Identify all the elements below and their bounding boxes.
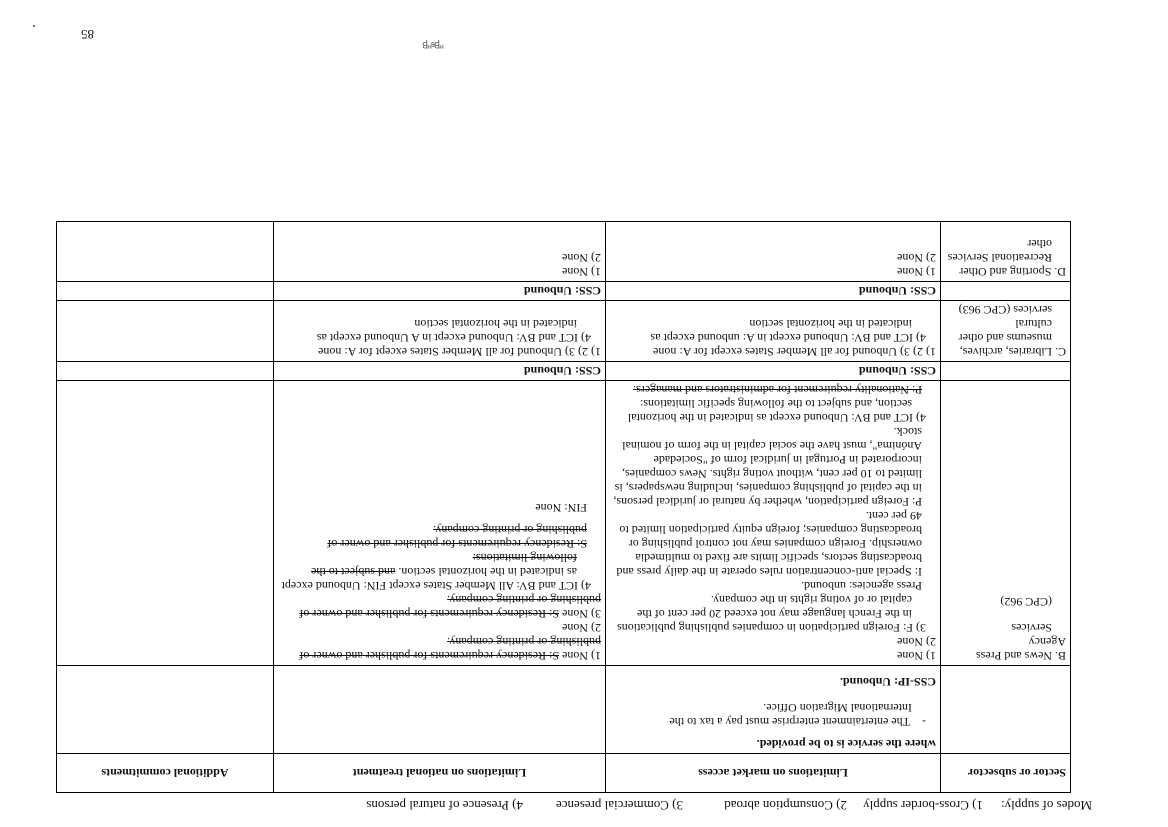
mode-1: 1) Cross-border supply bbox=[863, 798, 983, 813]
lib-css-row bbox=[57, 282, 1071, 301]
news-n3-strike: S: Residency requirements for publisher and owner of publishing or printing company. bbox=[299, 593, 601, 621]
mode-4: 4) Presence of natural persons bbox=[366, 798, 523, 813]
news-market bbox=[606, 381, 941, 666]
page-number: 85 bbox=[81, 27, 94, 42]
news-m3-press: Press agencies: unbound. bbox=[801, 579, 922, 593]
sport-n2: 2) None bbox=[562, 251, 601, 265]
mode-2: 2) Consumption abroad bbox=[724, 798, 847, 813]
sport-m2: 2) None bbox=[897, 251, 936, 265]
news-css-market: CSS: Unbound bbox=[606, 362, 941, 381]
news-row bbox=[57, 381, 1071, 666]
lib-sector bbox=[941, 301, 1071, 362]
lib-sector-l3: services (CPC 963) bbox=[958, 303, 1052, 317]
cont-national bbox=[274, 666, 606, 754]
cont-market bbox=[606, 666, 941, 754]
news-national bbox=[274, 381, 606, 666]
sport-n1: 1) None bbox=[562, 265, 601, 279]
lib-market bbox=[606, 301, 941, 362]
header-market: Limitations on market access bbox=[606, 754, 941, 793]
cont-market-cssip: CSS-IP: Unbound. bbox=[839, 675, 936, 689]
news-css-sector bbox=[941, 362, 1071, 381]
news-sector-l3: (CPC 962) bbox=[1000, 595, 1052, 609]
lib-css-sector bbox=[941, 282, 1071, 301]
news-additional bbox=[57, 381, 274, 666]
lib-additional bbox=[57, 301, 274, 362]
news-n4-finland: FIN: None bbox=[535, 501, 587, 515]
news-m3-portugal: P: Foreign participation, whether by natural or juridical persons, in the capital of publishing companies, including newspapers, is limited to 10 per cent, without voting rights. News companies, incorporated in Portugal in juridical form of "Sociedade Anónima", must have the social capital in the form of nominal stock. bbox=[613, 425, 922, 509]
header-sector: Sector or subsector bbox=[941, 754, 1071, 793]
news-m3-italy: I: Special anti-concentration rules operate in the daily press and broadcasting sectors, specific limits are fixed to multimedia ownership. Foreign companies may not control publishing or broadcasting companies; foreign equity participation limited to 49 per cent. bbox=[616, 509, 922, 579]
news-n4-strike: and subject to the following limitations: bbox=[311, 551, 577, 579]
header-national: Limitations on national treatment bbox=[274, 754, 606, 793]
libraries-row bbox=[57, 301, 1071, 362]
sport-sector-l2: Recreational Services other bbox=[947, 237, 1052, 265]
mode-3: 3) Commercial presence bbox=[555, 798, 683, 813]
sporting-row bbox=[57, 222, 1071, 282]
news-n1-text: 1) None bbox=[559, 649, 601, 663]
news-css-national: CSS: Unbound bbox=[274, 362, 606, 381]
news-sector bbox=[941, 381, 1071, 666]
news-m4: 4) ICT and BV: Unbound except as indicated in the horizontal section, and subject to the following specific limitations: bbox=[627, 397, 926, 425]
news-n3-text: 3) None bbox=[559, 607, 601, 621]
continuation-row bbox=[57, 666, 1071, 754]
cont-additional bbox=[57, 666, 274, 754]
lib-css-market: CSS: Unbound bbox=[606, 282, 941, 301]
sport-sector-l1: D. Sporting and Other bbox=[959, 265, 1066, 279]
news-css-row bbox=[57, 362, 1071, 381]
header-row bbox=[57, 754, 1071, 793]
lib-sector-l1: C. Libraries, archives, bbox=[959, 345, 1066, 359]
schedule-table bbox=[56, 221, 1071, 793]
modes-label: Modes of supply: bbox=[1001, 798, 1092, 813]
cont-market-bold: where the service is to be provided. bbox=[756, 737, 936, 751]
news-m4-portugal: P: Nationality requirement for administrators and managers. bbox=[633, 383, 922, 397]
sport-sector bbox=[941, 222, 1071, 282]
news-n4-sweden: S: Residency requirements for publisher and owner of publishing or printing company. bbox=[327, 523, 587, 551]
news-n1-strike: S: Residency requirements for publisher and owner of publishing or printing company. bbox=[299, 635, 601, 663]
lib-m123: 1) 2) 3) Unbound for all Member States except for A: none bbox=[653, 345, 936, 359]
news-sector-l2: Services bbox=[1011, 621, 1052, 635]
cont-sector bbox=[941, 666, 1071, 754]
news-n1 bbox=[278, 635, 601, 663]
sport-market bbox=[606, 222, 941, 282]
handwritten-mark: ꟸꞴꞩꟸꞴ bbox=[423, 40, 444, 50]
news-m1: 1) None bbox=[897, 649, 936, 663]
news-m3-france: 3) F: Foreign participation in companies publishing publications in the French language may not exceed 20 per cent of the capital or of voting rights in the company. bbox=[617, 593, 926, 635]
lib-n4: 4) ICT and BV: Unbound except in A Unbound except as indicated in the horizontal section bbox=[316, 317, 591, 345]
news-css-additional bbox=[57, 362, 274, 381]
news-m2: 2) None bbox=[897, 635, 936, 649]
news-n4-text: 4) ICT and BV: All Member States except FIN: Unbound except as indicated in the horizontal section. bbox=[281, 565, 591, 593]
cont-market-bullet: - The entertainment enterprise must pay a tax to the International Migration Office. bbox=[669, 701, 926, 729]
lib-sector-l2: museums and other cultural bbox=[958, 317, 1052, 345]
lib-m4: 4) ICT and BV: Unbound except in A: unbound except as indicated in the horizontal section bbox=[650, 317, 926, 345]
lib-n123: 1) 2) 3) Unbound for all Member States except for A: none bbox=[318, 345, 601, 359]
lib-national bbox=[274, 301, 606, 362]
modes-of-supply bbox=[366, 797, 1092, 813]
speck bbox=[33, 25, 35, 27]
sport-national bbox=[274, 222, 606, 282]
cont-bullet-text: The entertainment enterprise must pay a tax to the International Migration Office. bbox=[669, 701, 912, 729]
lib-css-additional bbox=[57, 282, 274, 301]
news-n4 bbox=[278, 551, 601, 593]
sport-additional bbox=[57, 222, 274, 282]
news-n2: 2) None bbox=[562, 621, 601, 635]
lib-css-national: CSS: Unbound bbox=[274, 282, 606, 301]
news-n3 bbox=[278, 593, 601, 621]
news-sector-l1: B. News and Press Agency bbox=[976, 635, 1066, 663]
header-additional: Additional commitments bbox=[57, 754, 274, 793]
sport-m1: 1) None bbox=[897, 265, 936, 279]
